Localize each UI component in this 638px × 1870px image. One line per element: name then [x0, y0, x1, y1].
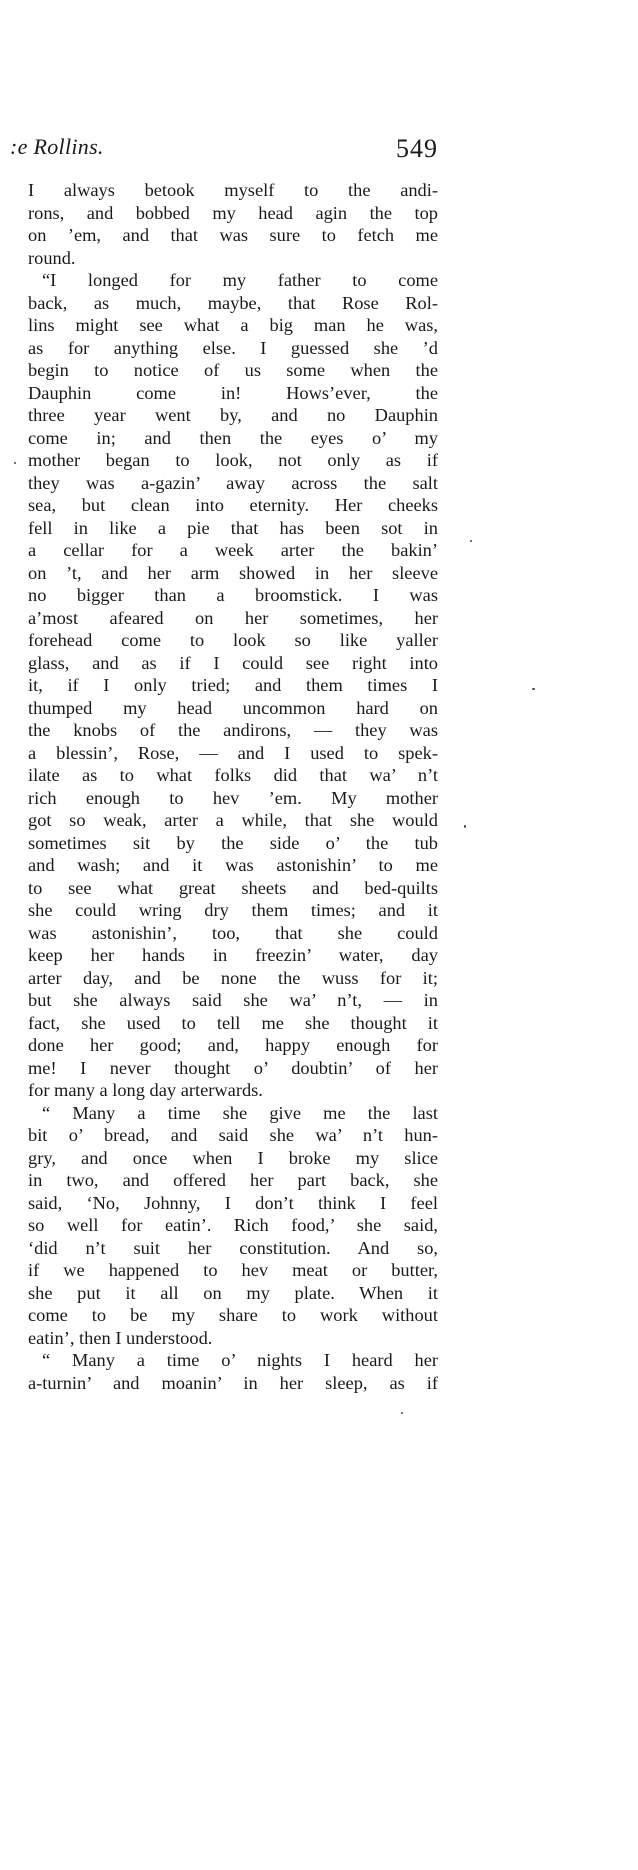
text-line: for many a long day arterwards. [28, 1080, 263, 1100]
text-line: come to be my share to work without [28, 1305, 438, 1325]
text-line: said, ‘No, Johnny, I don’t think I feel [28, 1192, 438, 1213]
text-line: was astonishin’, too, that she could [28, 922, 438, 943]
text-line: as for anything else. I guessed she ’d [28, 337, 438, 358]
scan-speck [14, 462, 16, 464]
text-line: on ’em, and that was sure to fetch me [28, 225, 438, 245]
text-line: come in; and then the eyes o’ my [28, 427, 438, 448]
text-line: mother began to look, not only as if [28, 450, 438, 470]
text-line: fact, she used to tell me she thought it [28, 1012, 438, 1033]
text-line: forehead come to look so like yaller [28, 630, 438, 650]
text-line: begin to notice of us some when the [28, 360, 438, 380]
text-line: I always betook myself to the andi- [28, 180, 438, 200]
text-line: back, as much, maybe, that Rose Rol- [28, 292, 438, 313]
text-line: a-turnin’ and moanin’ in her sleep, as if [28, 1372, 438, 1393]
text-line: eatin’, then I understood. [28, 1327, 213, 1348]
text-line: rons, and bobbed my head agin the top [28, 202, 438, 223]
scan-speck [470, 540, 472, 542]
text-line: a’most afeared on her sometimes, her [28, 607, 438, 628]
scan-speck [401, 1412, 403, 1414]
text-line: she put it all on my plate. When it [28, 1282, 438, 1303]
text-line: ilate as to what folks did that wa’ n’t [28, 765, 438, 785]
text-line: got so weak, arter a while, that she would [28, 810, 438, 830]
running-title: :e Rollins. [10, 134, 104, 159]
text-line: glass, and as if I could see right into [28, 652, 438, 673]
text-line: gry, and once when I broke my slice [28, 1147, 438, 1168]
paragraph [28, 179, 438, 269]
paragraph [28, 1349, 438, 1394]
text-line: and wash; and it was astonishin’ to me [28, 855, 438, 875]
text-line: arter day, and be none the wuss for it; [28, 967, 438, 988]
text-line: me! I never thought o’ doubtin’ of her [28, 1057, 438, 1078]
text-line: bit o’ bread, and said she wa’ n’t hun- [28, 1125, 438, 1145]
text-line: she could wring dry them times; and it [28, 900, 438, 920]
paragraph [28, 1102, 438, 1350]
page-number: 549 [396, 134, 438, 163]
text-line: on ’t, and her arm showed in her sleeve [28, 562, 438, 583]
text-line: “ Many a time o’ nights I heard her [42, 1350, 438, 1370]
text-line: three year went by, and no Dauphin [28, 405, 438, 425]
text-line: “I longed for my father to come [42, 270, 438, 290]
text-line: so well for eatin’. Rich food,’ she said, [28, 1215, 438, 1235]
body-text [28, 179, 438, 1394]
text-line: a cellar for a week arter the bakin’ [28, 540, 438, 560]
text-line: a blessin’, Rose, — and I used to spek- [28, 742, 438, 763]
text-line: no bigger than a broomstick. I was [28, 585, 438, 605]
text-line: thumped my head uncommon hard on [28, 697, 438, 718]
text-line: the knobs of the andirons, — they was [28, 720, 438, 740]
running-head [10, 134, 438, 170]
text-line: keep her hands in freezin’ water, day [28, 945, 438, 965]
text-line: round. [28, 247, 76, 268]
text-line: they was a-gazin’ away across the salt [28, 472, 438, 493]
text-line: done her good; and, happy enough for [28, 1035, 438, 1055]
scan-speck [464, 825, 466, 828]
text-line: “ Many a time she give me the last [42, 1102, 438, 1123]
text-line: sea, but clean into eternity. Her cheeks [28, 495, 438, 515]
text-line: fell in like a pie that has been sot in [28, 517, 438, 538]
text-line: to see what great sheets and bed-quilts [28, 877, 438, 898]
text-line: lins might see what a big man he was, [28, 315, 438, 335]
text-line: ‘did n’t suit her constitution. And so, [28, 1237, 438, 1258]
text-line: but she always said she wa’ n’t, — in [28, 990, 438, 1010]
text-line: rich enough to hev ’em. My mother [28, 787, 438, 808]
paragraph [28, 269, 438, 1102]
text-line: Dauphin come in! Hows’ever, the [28, 382, 438, 403]
text-line: in two, and offered her part back, she [28, 1170, 438, 1190]
scan-speck [532, 688, 535, 690]
text-line: sometimes sit by the side o’ the tub [28, 832, 438, 853]
text-line: it, if I only tried; and them times I [28, 675, 438, 695]
text-line: if we happened to hev meat or butter, [28, 1260, 438, 1280]
